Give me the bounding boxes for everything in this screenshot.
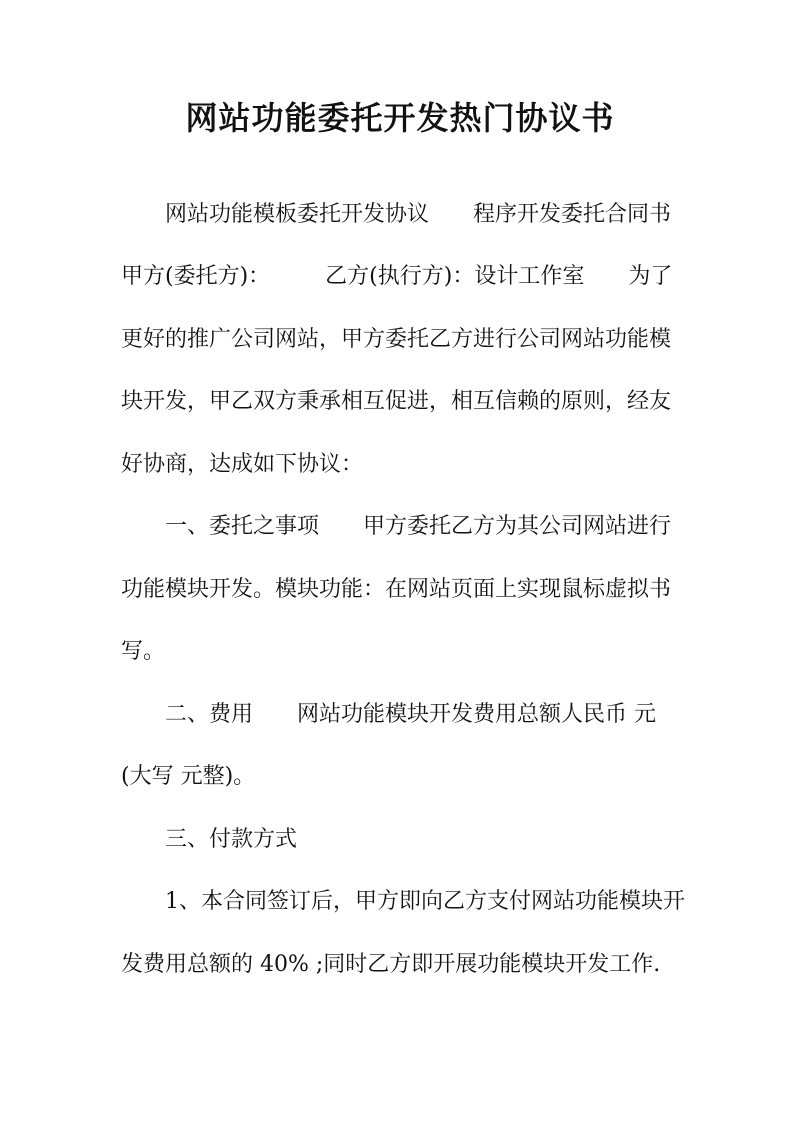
paragraph-line: 块开发，甲乙双方秉承相互促进，相互信赖的原则，经友 [121,389,672,414]
paragraph-line: 1、本合同签订后，甲方即向乙方支付网站功能模块开 [121,889,685,914]
paragraph-line: 三、付款方式 [121,827,298,852]
paragraph-line: 甲方(委托方)： 乙方(执行方)：设计工作室 为了 [121,264,673,289]
paragraph-line: 功能模块开发。模块功能：在网站页面上实现鼠标虚拟书 [121,577,672,602]
paragraph-line: (大写 元整)。 [121,764,256,789]
paragraph-line: 好协商，达成如下协议： [121,452,364,477]
paragraph-line: 更好的推广公司网站，甲方委托乙方进行公司网站功能模 [121,327,672,352]
document-title: 网站功能委托开发热门协议书 [185,99,615,137]
paragraph-line: 网站功能模板委托开发协议 程序开发委托合同书 [121,202,672,227]
paragraph-line: 二、费用 网站功能模块开发费用总额人民币 元 [121,702,656,727]
paragraph-line: 一、委托之事项 甲方委托乙方为其公司网站进行 [121,514,672,539]
paragraph-line: 写。 [121,639,166,664]
paragraph-line: 发费用总额的 40% ;同时乙方即开展功能模块开发工作. [121,952,661,977]
